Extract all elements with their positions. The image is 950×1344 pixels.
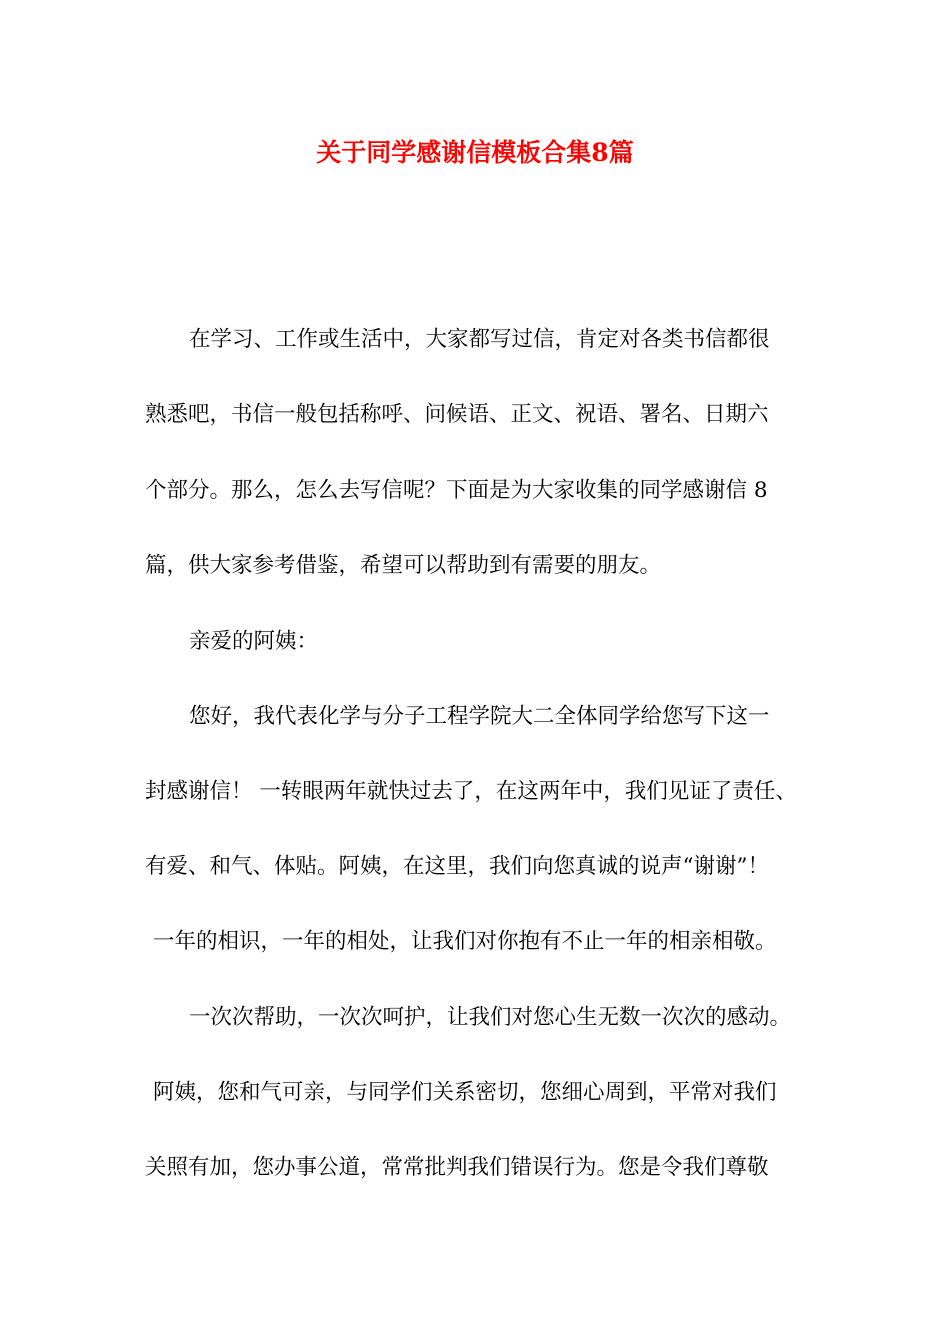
text-line-11: 阿姨，您和气可亲，与同学们关系密切，您细心周到，平常对我们 [153,1080,777,1105]
text-line-4: 篇，供大家参考借鉴，希望可以帮助到有需要的朋友。 [145,553,662,578]
text-line-8: 有爱、和气、体贴。阿姨，在这里，我们向您真诚的说声“谢谢”！ [145,854,769,879]
salutation-line: 亲爱的阿姨： [189,629,319,654]
text-line-10: 一次次帮助，一次次呵护，让我们对您心生无数一次次的感动。 [189,1005,792,1030]
text-line-3: 个部分。那么，怎么去写信呢？下面是为大家收集的同学感谢信 8 [145,478,768,503]
text-line-9: 一年的相识，一年的相处，让我们对你抱有不止一年的相亲相敬。 [153,929,777,954]
text-line-6: 您好，我代表化学与分子工程学院大二全体同学给您写下这一 [189,704,770,729]
text-line-2: 熟悉吧，书信一般包括称呼、问候语、正文、祝语、署名、日期六 [145,402,769,427]
document-title: 关于同学感谢信模板合集8篇 [316,138,634,167]
text-line-1: 在学习、工作或生活中，大家都写过信，肯定对各类书信都很 [189,327,770,352]
text-line-12: 关照有加，您办事公道，常常批判我们错误行为。您是令我们尊敬 [145,1155,769,1180]
text-line-7: 封感谢信！ 一转眼两年就快过去了，在这两年中，我们见证了责任、 [145,779,797,804]
